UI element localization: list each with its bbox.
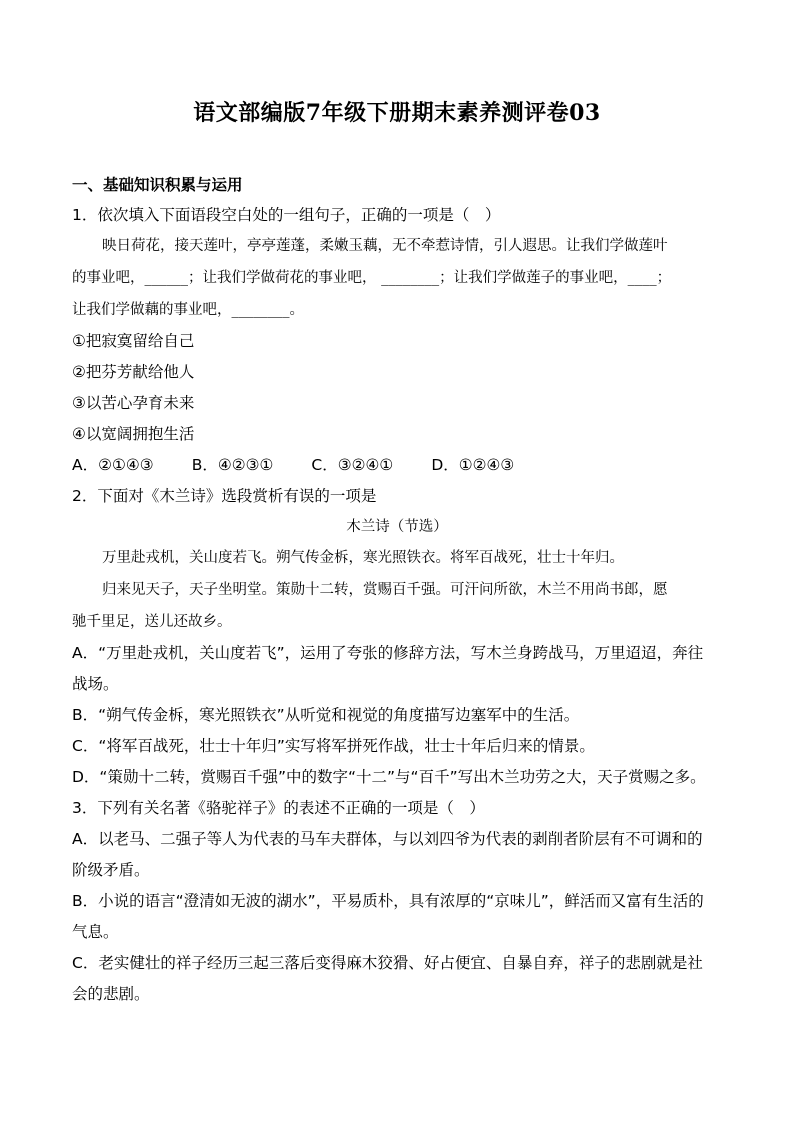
q1-item: ①把寂寞留给自己 <box>72 332 195 350</box>
q1-passage-line: 让我们学做藕的事业吧，________。 <box>72 302 304 318</box>
q2-poem-title: 木兰诗（节选） <box>346 519 448 535</box>
section-heading: 一、基础知识积累与运用 <box>72 176 243 194</box>
q1-option-c[interactable]: C．③②④① <box>311 456 394 474</box>
q3-stem: 3．下列有关名著《骆驼祥子》的表述不正确的一项是（ ） <box>72 799 485 817</box>
q3-option-b-cont: 气息。 <box>72 923 119 941</box>
q2-option-a-cont: 战场。 <box>72 675 119 693</box>
page-title: 语文部编版7年级下册期末素养测评卷03 <box>193 100 601 126</box>
q1-option-d[interactable]: D．①②④③ <box>431 456 515 474</box>
q3-option-c-cont: 会的悲剧。 <box>72 985 150 1003</box>
q3-option-a-cont: 阶级矛盾。 <box>72 861 150 879</box>
q1-passage-line: 的事业吧，______；让我们学做荷花的事业吧， ________；让我们学做莲子的事业吧，____； <box>72 270 672 286</box>
q1-stem: 1．依次填入下面语段空白处的一组句子，正确的一项是（ ） <box>72 206 501 224</box>
q1-item: ④以宽阔拥抱生活 <box>72 425 195 443</box>
q1-passage-line: 映日荷花，接天莲叶，亭亭莲蓬，柔嫩玉藕，无不牵惹诗情，引人遐思。让我们学做莲叶 <box>102 238 668 254</box>
q2-option-d[interactable]: D．“策勋十二转，赏赐百千强”中的数字“十二”与“百千”写出木兰功劳之大，天子赏赐之多。 <box>72 768 706 786</box>
q2-option-b[interactable]: B．“朔气传金柝，寒光照铁衣”从听觉和视觉的角度描写边塞军中的生活。 <box>72 706 580 724</box>
q2-option-c[interactable]: C．“将军百战死，壮士十年归”实写将军拼死作战，壮士十年后归来的情景。 <box>72 737 595 755</box>
q1-options <box>72 455 732 475</box>
q2-stem: 2．下面对《木兰诗》选段赏析有误的一项是 <box>72 487 377 505</box>
q3-option-b[interactable]: B．小说的语言“澄清如无波的湖水”，平易质朴，具有浓厚的“京味儿”，鲜活而又富有生活的 <box>72 892 704 910</box>
q1-item: ③以苦心孕育未来 <box>72 394 195 412</box>
q2-option-a[interactable]: A．“万里赴戎机，关山度若飞”，运用了夸张的修辞方法，写木兰身跨战马，万里迢迢，奔往 <box>72 644 704 662</box>
q2-poem-line: 驰千里足，送儿还故乡。 <box>72 614 232 630</box>
q3-option-a[interactable]: A．以老马、二强子等人为代表的马车夫群体，与以刘四爷为代表的剥削者阶层有不可调和的 <box>72 830 703 848</box>
q2-poem-line: 万里赴戎机，关山度若飞。朔气传金柝，寒光照铁衣。将军百战死，壮士十年归。 <box>102 550 624 566</box>
q1-option-b[interactable]: B．④②③① <box>191 456 274 474</box>
q1-option-a[interactable]: A．②①④③ <box>72 456 154 474</box>
q3-option-c[interactable]: C．老实健壮的祥子经历三起三落后变得麻木狡猾、好占便宜、自暴自弃，祥子的悲剧就是社 <box>72 954 703 972</box>
q2-poem-line: 归来见天子，天子坐明堂。策勋十二转，赏赐百千强。可汗问所欲，木兰不用尚书郎，愿 <box>102 582 668 598</box>
q1-item: ②把芬芳献给他人 <box>72 363 195 381</box>
